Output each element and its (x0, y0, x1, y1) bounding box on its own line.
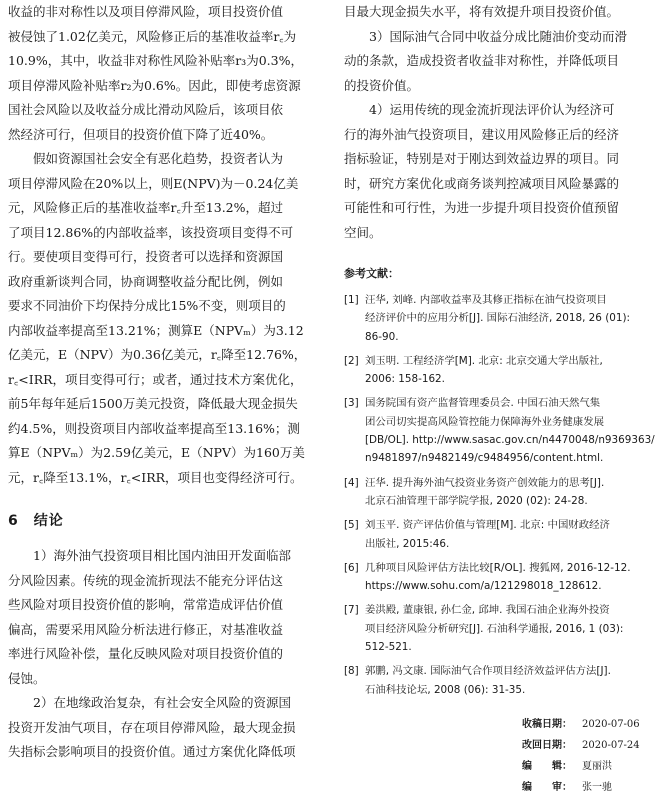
revised-date-value: 2020-07-24 (582, 740, 640, 751)
reference-item (344, 559, 657, 596)
reference-item (344, 291, 657, 346)
section-title-conclusion: 6 结论 (8, 513, 64, 529)
reference-item (344, 516, 657, 553)
left-column (8, 0, 330, 765)
reference-item (344, 662, 657, 699)
reference-number: [7] (344, 604, 359, 617)
reference-number: [5] (344, 519, 359, 532)
reference-number: [3] (344, 397, 359, 410)
reference-text: 郭鹏, 冯文康. 国际油气合作项目经济效益评估方法[J]. 石油科技论坛, 2008 (06): 31-35. (365, 665, 611, 696)
right-column (344, 0, 657, 793)
paragraph-results-1: 收益的非对称性以及项目停滞风险，项目投资价值 被侵蚀了1.02亿美元，风险修正后的基准收益率r꜀为 10.9%，其中，收益非对称性风险补贴率r₃为0.3%， 项目停滞风险补贴率r₂为0.6%。因此，即使考虑资源 国社会风险以及收益分成比滑动风险后，该项目依 然经济可行，但项目的投资价值下降了近40%。 (8, 4, 303, 142)
reviewer-row (522, 777, 662, 798)
reviewer-label: 编 审： (522, 782, 572, 793)
reference-list (344, 291, 657, 699)
revised-date-row (522, 735, 662, 756)
editor-value: 夏丽洪 (582, 761, 612, 772)
conclusion-item-3: 3）国际油气合同中收益分成比随油价变动而滑 动的条款，造成投资者收益非对称性，并降低项目 的投资价值。 (344, 28, 627, 93)
reference-number: [4] (344, 476, 359, 489)
reference-text: 汪华, 刘峰. 内部收益率及其修正指标在油气投资项目 经济评价中的应用分析[J]. 国际石油经济, 2018, 26 (01): 86-90. (365, 294, 631, 343)
reference-number: [6] (344, 561, 359, 574)
editor-row (522, 756, 662, 777)
conclusion-item-1: 1）海外油气投资项目相比国内油田开发面临部 分风险因素。传统的现金流折现法不能充分评估这 些风险对项目投资价值的影响，常常造成评估价值 偏高，需要采用风险分析法进行修正，对基准收益 率进行风险补偿，量化反映风险对项目投资价值的 侵蚀。 (8, 548, 291, 686)
editor-label: 编 辑： (522, 761, 572, 772)
references-title: 参考文献： (344, 267, 399, 280)
received-date-value: 2020-07-06 (582, 719, 640, 730)
reference-text[interactable]: 国务院国有资产监督管理委员会. 中国石油天然气集 团公司切实提高风险管控能力保障海外业务健康发展 [DB/OL]. http://www.sasac.gov.cn/n4470048/n9369363/ n9481897/n9482149/c9484956/content.html. (365, 397, 655, 465)
reference-text: 姜洪殿, 董康银, 孙仁金, 邱坤. 我国石油企业海外投资 项目经济风险分析研究[J]. 石油科学通报, 2016, 1 (03): 512-521. (365, 604, 624, 654)
conclusion-item-4: 4）运用传统的现金流折现法评价认为经济可 行的海外油气投资项目，建议用风险修正后的经济 指标验证，特别是对于刚达到效益边界的项目。同 时，研究方案优化或商务谈判控减项目风险暴露的 可能性和可行性，为进一步提升项目投资价值预留 空间。 (344, 102, 620, 240)
reference-number: [1] (344, 294, 359, 306)
editorial-info (522, 714, 662, 798)
received-date-label: 收稿日期： (522, 719, 572, 730)
conclusion-item-2-continued: 目最大现金损失水平，将有效提升项目投资价值。 (344, 4, 620, 19)
reference-item (344, 601, 657, 656)
reference-number: [8] (344, 665, 359, 678)
conclusion-item-2: 2）在地缘政治复杂，有社会安全风险的资源国 投资开发油气项目，存在项目停滞风险，最大现金损 失指标会影响项目的投资价值。通过方案优化降低项 (8, 695, 296, 759)
reference-text[interactable]: 几种项目风险评估方法比较[R/OL]. 搜狐网, 2016-12-12. https://www.sohu.com/a/121298018_128612. (365, 561, 631, 593)
reference-text: 刘玉平. 资产评估价值与管理[M]. 北京: 中国财政经济 出版社, 2015:46. (365, 519, 610, 550)
reference-item (344, 474, 657, 511)
reference-text: 汪华. 提升海外油气投资业务资产创效能力的思考[J]. 北京石油管理干部学院学报, 2020 (02): 24-28. (365, 476, 605, 507)
reference-item (344, 394, 657, 467)
received-date-row (522, 714, 662, 735)
reference-text: 刘玉明. 工程经济学[M]. 北京: 北京交通大学出版社, 2006: 158-162. (365, 354, 603, 386)
revised-date-label: 改回日期： (522, 740, 572, 751)
reviewer-value: 张一驰 (582, 782, 612, 793)
reference-item (344, 352, 657, 389)
paragraph-results-2: 假如资源国社会安全有恶化趋势，投资者认为 项目停滞风险在20%以上，则E(NPV)为－0.24亿美 元，风险修正后的基准收益率r꜀升至13.2%，超过 了项目12.86%的内部收益率，该投资项目变得不可 行。要使项目变得可行，投资者可以选择和资源国 政府重新谈判合同，协商调整收益分配比例，例如 要求不同油价下均保持分成比15%不变，则项目的 内部收益率提高至13.21%；测算E（NPVₘ）为3.12 亿美元，E（NPV）为0.36亿美元，r꜀降至12.76%， r꜀<IRR，项目变得可行；或者，通过技术方案优化， 前5年每年延后1500万美元投资，降低最大现金损失 约4.5%，则投资项目内部收益率提高至13.16%；测 算E（NPVₘ）为2.59亿美元，E（NPV）为160万美 元，r꜀降至13.1%，r꜀<IRR，项目也变得经济可行。 (8, 151, 307, 485)
reference-number: [2] (344, 354, 359, 367)
